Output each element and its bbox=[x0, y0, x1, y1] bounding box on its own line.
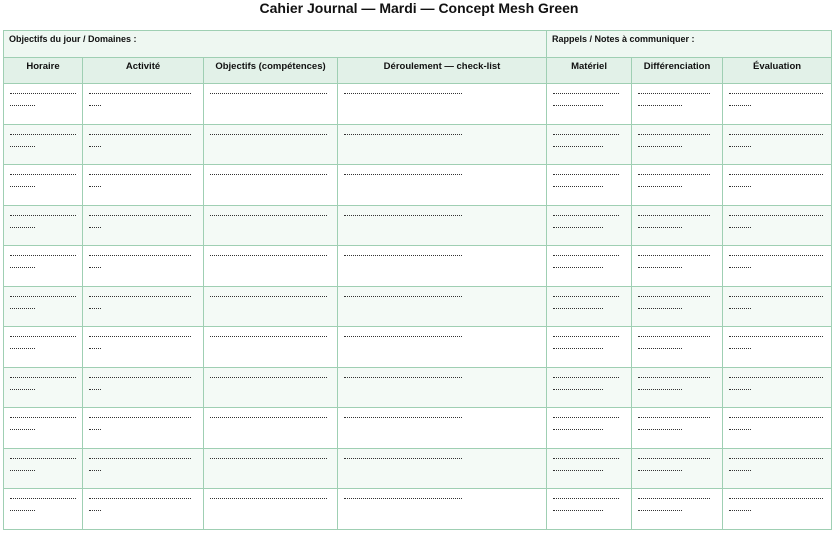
dotted-fill-line bbox=[10, 348, 35, 349]
dotted-fill-line bbox=[210, 134, 327, 135]
dotted-fill-line bbox=[638, 429, 682, 430]
dotted-fill-line bbox=[638, 308, 682, 309]
entry-cell-evaluation[interactable] bbox=[723, 246, 832, 287]
entry-cell-evaluation[interactable] bbox=[723, 448, 832, 489]
dotted-fill-line bbox=[729, 377, 823, 378]
dotted-fill-line bbox=[89, 458, 191, 459]
entry-cell-materiel[interactable] bbox=[547, 489, 632, 530]
dotted-fill-line bbox=[553, 146, 603, 147]
dotted-fill-line bbox=[638, 389, 682, 390]
table-row bbox=[4, 448, 832, 489]
dotted-fill-line bbox=[89, 348, 101, 349]
dotted-fill-line bbox=[729, 267, 751, 268]
dotted-fill-line bbox=[89, 146, 101, 147]
entry-cell-deroulement[interactable] bbox=[338, 489, 547, 530]
entry-cell-differenciation[interactable] bbox=[632, 205, 723, 246]
entry-cell-differenciation[interactable] bbox=[632, 448, 723, 489]
dotted-fill-line bbox=[10, 146, 35, 147]
dotted-fill-line bbox=[10, 458, 76, 459]
dotted-fill-line bbox=[638, 105, 682, 106]
dotted-fill-line bbox=[638, 470, 682, 471]
entry-cell-activite[interactable] bbox=[83, 124, 204, 165]
dotted-fill-line bbox=[638, 227, 682, 228]
dotted-fill-line bbox=[553, 186, 603, 187]
dotted-fill-line bbox=[210, 93, 327, 94]
dotted-fill-line bbox=[553, 458, 619, 459]
dotted-fill-line bbox=[344, 255, 462, 256]
entry-cell-activite[interactable] bbox=[83, 165, 204, 206]
dotted-fill-line bbox=[553, 105, 603, 106]
entry-cell-materiel[interactable] bbox=[547, 246, 632, 287]
dotted-fill-line bbox=[210, 296, 327, 297]
dotted-fill-line bbox=[729, 215, 823, 216]
table-row bbox=[4, 367, 832, 408]
entry-cell-activite[interactable] bbox=[83, 327, 204, 368]
dotted-fill-line bbox=[89, 134, 191, 135]
dotted-fill-line bbox=[729, 186, 751, 187]
dotted-fill-line bbox=[89, 470, 101, 471]
dotted-fill-line bbox=[344, 377, 462, 378]
dotted-fill-line bbox=[729, 255, 823, 256]
entry-cell-differenciation[interactable] bbox=[632, 246, 723, 287]
entry-cell-deroulement[interactable] bbox=[338, 84, 547, 125]
entry-cell-evaluation[interactable] bbox=[723, 327, 832, 368]
entry-cell-horaire[interactable] bbox=[4, 408, 83, 449]
entry-cell-deroulement[interactable] bbox=[338, 165, 547, 206]
dotted-fill-line bbox=[729, 134, 823, 135]
dotted-fill-line bbox=[553, 267, 603, 268]
dotted-fill-line bbox=[638, 267, 682, 268]
entry-cell-horaire[interactable] bbox=[4, 367, 83, 408]
entry-cell-materiel[interactable] bbox=[547, 408, 632, 449]
dotted-fill-line bbox=[344, 336, 462, 337]
column-header-row bbox=[4, 58, 832, 84]
entry-cell-horaire[interactable] bbox=[4, 124, 83, 165]
entry-cell-differenciation[interactable] bbox=[632, 408, 723, 449]
dotted-fill-line bbox=[638, 348, 682, 349]
entry-cell-horaire[interactable] bbox=[4, 246, 83, 287]
entry-cell-materiel[interactable] bbox=[547, 286, 632, 327]
entry-cell-deroulement[interactable] bbox=[338, 408, 547, 449]
entry-cell-activite[interactable] bbox=[83, 286, 204, 327]
dotted-fill-line bbox=[638, 417, 710, 418]
dotted-fill-line bbox=[10, 377, 76, 378]
dotted-fill-line bbox=[10, 498, 76, 499]
dotted-fill-line bbox=[638, 215, 710, 216]
dotted-fill-line bbox=[729, 348, 751, 349]
column-header-deroulement: Déroulement — check-list bbox=[338, 58, 547, 84]
dotted-fill-line bbox=[210, 377, 327, 378]
dotted-fill-line bbox=[344, 174, 462, 175]
entry-cell-activite[interactable] bbox=[83, 246, 204, 287]
table-row bbox=[4, 408, 832, 449]
dotted-fill-line bbox=[10, 186, 35, 187]
dotted-fill-line bbox=[10, 215, 76, 216]
dotted-fill-line bbox=[89, 389, 101, 390]
dotted-fill-line bbox=[10, 389, 35, 390]
dotted-fill-line bbox=[210, 174, 327, 175]
entry-cell-horaire[interactable] bbox=[4, 489, 83, 530]
dotted-fill-line bbox=[89, 510, 101, 511]
entry-cell-evaluation[interactable] bbox=[723, 408, 832, 449]
dotted-fill-line bbox=[553, 498, 619, 499]
objectives-field[interactable]: Objectifs du jour / Domaines : bbox=[4, 31, 547, 58]
column-header-differenciation: Différenciation bbox=[632, 58, 723, 84]
dotted-fill-line bbox=[344, 498, 462, 499]
dotted-fill-line bbox=[89, 296, 191, 297]
dotted-fill-line bbox=[89, 186, 101, 187]
dotted-fill-line bbox=[89, 498, 191, 499]
entry-cell-horaire[interactable] bbox=[4, 327, 83, 368]
dotted-fill-line bbox=[10, 105, 35, 106]
entry-cell-activite[interactable] bbox=[83, 84, 204, 125]
dotted-fill-line bbox=[553, 417, 619, 418]
dotted-fill-line bbox=[10, 429, 35, 430]
entry-cell-objectifs[interactable] bbox=[204, 408, 338, 449]
dotted-fill-line bbox=[10, 308, 35, 309]
entry-cell-horaire[interactable] bbox=[4, 286, 83, 327]
entry-cell-deroulement[interactable] bbox=[338, 367, 547, 408]
entry-cell-deroulement[interactable] bbox=[338, 448, 547, 489]
dotted-fill-line bbox=[10, 336, 76, 337]
dotted-fill-line bbox=[89, 227, 101, 228]
entry-cell-differenciation[interactable] bbox=[632, 489, 723, 530]
entry-cell-materiel[interactable] bbox=[547, 327, 632, 368]
page-title: Cahier Journal — Mardi — Concept Mesh Green bbox=[259, 0, 579, 16]
dotted-fill-line bbox=[638, 146, 682, 147]
entry-cell-objectifs[interactable] bbox=[204, 286, 338, 327]
dotted-fill-line bbox=[553, 174, 619, 175]
dotted-fill-line bbox=[10, 470, 35, 471]
dotted-fill-line bbox=[89, 105, 101, 106]
dotted-fill-line bbox=[729, 174, 823, 175]
dotted-fill-line bbox=[89, 267, 101, 268]
dotted-fill-line bbox=[89, 429, 101, 430]
entry-cell-materiel[interactable] bbox=[547, 448, 632, 489]
dotted-fill-line bbox=[729, 336, 823, 337]
dotted-fill-line bbox=[344, 458, 462, 459]
column-header-activite: Activité bbox=[83, 58, 204, 84]
entry-cell-materiel[interactable] bbox=[547, 84, 632, 125]
dotted-fill-line bbox=[10, 255, 76, 256]
dotted-fill-line bbox=[210, 458, 327, 459]
dotted-fill-line bbox=[553, 215, 619, 216]
entry-cell-objectifs[interactable] bbox=[204, 367, 338, 408]
dotted-fill-line bbox=[729, 429, 751, 430]
table-row bbox=[4, 205, 832, 246]
dotted-fill-line bbox=[553, 93, 619, 94]
dotted-fill-line bbox=[638, 186, 682, 187]
table-row bbox=[4, 165, 832, 206]
dotted-fill-line bbox=[553, 336, 619, 337]
dotted-fill-line bbox=[210, 336, 327, 337]
journal-table bbox=[3, 30, 832, 530]
entry-cell-materiel[interactable] bbox=[547, 124, 632, 165]
dotted-fill-line bbox=[344, 417, 462, 418]
dotted-fill-line bbox=[638, 336, 710, 337]
entry-cell-objectifs[interactable] bbox=[204, 205, 338, 246]
dotted-fill-line bbox=[89, 377, 191, 378]
dotted-fill-line bbox=[210, 498, 327, 499]
column-header-evaluation: Évaluation bbox=[723, 58, 832, 84]
entry-cell-activite[interactable] bbox=[83, 205, 204, 246]
entry-cell-materiel[interactable] bbox=[547, 205, 632, 246]
dotted-fill-line bbox=[10, 267, 35, 268]
entry-cell-evaluation[interactable] bbox=[723, 367, 832, 408]
entry-cell-differenciation[interactable] bbox=[632, 286, 723, 327]
table-row bbox=[4, 489, 832, 530]
entry-cell-evaluation[interactable] bbox=[723, 165, 832, 206]
table-row bbox=[4, 84, 832, 125]
entry-cell-deroulement[interactable] bbox=[338, 124, 547, 165]
entry-cell-objectifs[interactable] bbox=[204, 84, 338, 125]
dotted-fill-line bbox=[638, 255, 710, 256]
table-row bbox=[4, 327, 832, 368]
dotted-fill-line bbox=[89, 417, 191, 418]
dotted-fill-line bbox=[729, 417, 823, 418]
entry-cell-objectifs[interactable] bbox=[204, 246, 338, 287]
dotted-fill-line bbox=[729, 105, 751, 106]
dotted-fill-line bbox=[89, 308, 101, 309]
entry-cell-differenciation[interactable] bbox=[632, 327, 723, 368]
dotted-fill-line bbox=[638, 93, 710, 94]
entry-cell-materiel[interactable] bbox=[547, 165, 632, 206]
dotted-fill-line bbox=[10, 227, 35, 228]
dotted-fill-line bbox=[638, 498, 710, 499]
dotted-fill-line bbox=[729, 458, 823, 459]
entry-cell-deroulement[interactable] bbox=[338, 286, 547, 327]
entry-cell-deroulement[interactable] bbox=[338, 327, 547, 368]
dotted-fill-line bbox=[553, 227, 603, 228]
dotted-fill-line bbox=[553, 470, 603, 471]
entry-cell-evaluation[interactable] bbox=[723, 205, 832, 246]
entry-cell-deroulement[interactable] bbox=[338, 205, 547, 246]
dotted-fill-line bbox=[10, 296, 76, 297]
dotted-fill-line bbox=[729, 470, 751, 471]
dotted-fill-line bbox=[729, 510, 751, 511]
dotted-fill-line bbox=[344, 93, 462, 94]
entry-cell-activite[interactable] bbox=[83, 489, 204, 530]
dotted-fill-line bbox=[553, 296, 619, 297]
dotted-fill-line bbox=[344, 215, 462, 216]
entry-cell-differenciation[interactable] bbox=[632, 124, 723, 165]
entry-cell-activite[interactable] bbox=[83, 408, 204, 449]
dotted-fill-line bbox=[638, 296, 710, 297]
dotted-fill-line bbox=[344, 296, 462, 297]
entry-cell-objectifs[interactable] bbox=[204, 448, 338, 489]
entry-cell-horaire[interactable] bbox=[4, 205, 83, 246]
dotted-fill-line bbox=[729, 146, 751, 147]
entry-cell-differenciation[interactable] bbox=[632, 165, 723, 206]
dotted-fill-line bbox=[553, 134, 619, 135]
dotted-fill-line bbox=[210, 215, 327, 216]
entry-cell-differenciation[interactable] bbox=[632, 84, 723, 125]
dotted-fill-line bbox=[553, 348, 603, 349]
dotted-fill-line bbox=[638, 510, 682, 511]
dotted-fill-line bbox=[10, 174, 76, 175]
dotted-fill-line bbox=[729, 389, 751, 390]
table-row bbox=[4, 286, 832, 327]
entry-cell-horaire[interactable] bbox=[4, 84, 83, 125]
entry-cell-objectifs[interactable] bbox=[204, 124, 338, 165]
entry-cell-materiel[interactable] bbox=[547, 367, 632, 408]
column-header-materiel: Matériel bbox=[547, 58, 632, 84]
dotted-fill-line bbox=[89, 93, 191, 94]
dotted-fill-line bbox=[10, 134, 76, 135]
dotted-fill-line bbox=[89, 174, 191, 175]
dotted-fill-line bbox=[638, 134, 710, 135]
entry-cell-objectifs[interactable] bbox=[204, 327, 338, 368]
entry-cell-horaire[interactable] bbox=[4, 448, 83, 489]
reminders-field[interactable]: Rappels / Notes à communiquer : bbox=[547, 31, 832, 58]
dotted-fill-line bbox=[638, 458, 710, 459]
entry-cell-differenciation[interactable] bbox=[632, 367, 723, 408]
dotted-fill-line bbox=[729, 308, 751, 309]
column-header-objectifs: Objectifs (compétences) bbox=[204, 58, 338, 84]
dotted-fill-line bbox=[729, 227, 751, 228]
dotted-fill-line bbox=[729, 498, 823, 499]
entry-cell-deroulement[interactable] bbox=[338, 246, 547, 287]
dotted-fill-line bbox=[10, 93, 76, 94]
dotted-fill-line bbox=[638, 377, 710, 378]
dotted-fill-line bbox=[638, 174, 710, 175]
entry-cell-evaluation[interactable] bbox=[723, 286, 832, 327]
entry-cell-objectifs[interactable] bbox=[204, 489, 338, 530]
dotted-fill-line bbox=[553, 377, 619, 378]
table-row bbox=[4, 124, 832, 165]
dotted-fill-line bbox=[553, 308, 603, 309]
entry-cell-evaluation[interactable] bbox=[723, 124, 832, 165]
entry-cell-evaluation[interactable] bbox=[723, 489, 832, 530]
dotted-fill-line bbox=[89, 255, 191, 256]
dotted-fill-line bbox=[10, 510, 35, 511]
dotted-fill-line bbox=[89, 336, 191, 337]
dotted-fill-line bbox=[89, 215, 191, 216]
entry-cell-objectifs[interactable] bbox=[204, 165, 338, 206]
dotted-fill-line bbox=[553, 255, 619, 256]
entry-cell-activite[interactable] bbox=[83, 448, 204, 489]
dotted-fill-line bbox=[210, 417, 327, 418]
dotted-fill-line bbox=[210, 255, 327, 256]
dotted-fill-line bbox=[729, 93, 823, 94]
dotted-fill-line bbox=[344, 134, 462, 135]
column-header-horaire: Horaire bbox=[4, 58, 83, 84]
entry-cell-horaire[interactable] bbox=[4, 165, 83, 206]
entry-cell-evaluation[interactable] bbox=[723, 84, 832, 125]
dotted-fill-line bbox=[729, 296, 823, 297]
table-row bbox=[4, 246, 832, 287]
entry-cell-activite[interactable] bbox=[83, 367, 204, 408]
dotted-fill-line bbox=[553, 510, 603, 511]
dotted-fill-line bbox=[553, 429, 603, 430]
dotted-fill-line bbox=[553, 389, 603, 390]
dotted-fill-line bbox=[10, 417, 76, 418]
